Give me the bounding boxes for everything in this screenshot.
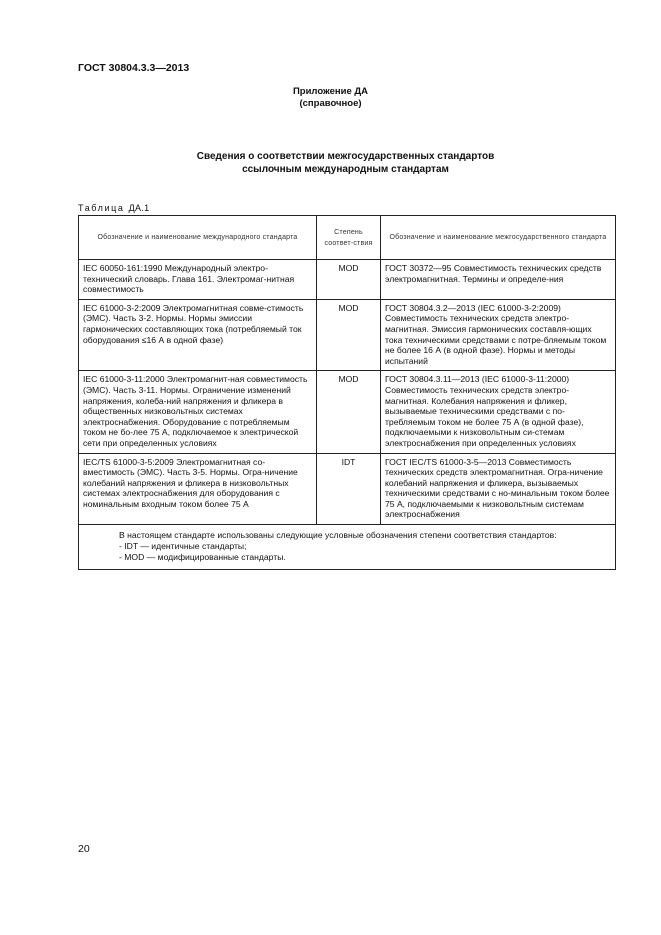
header-interstate-standard: Обозначение и наименование межгосударственного стандарта — [381, 216, 616, 260]
document-code: ГОСТ 30804.3.3—2013 — [78, 62, 190, 74]
table-caption-prefix: Таблица — [78, 203, 125, 213]
cell-degree: MOD — [317, 371, 381, 453]
annex-name: Приложение ДА — [292, 86, 369, 97]
table-caption-number: ДА.1 — [128, 203, 150, 213]
cell-interstate: ГОСТ IEC/TS 61000-3-5—2013 Совместимость технических средств электромагнитная. Огра-ничение колебаний напряжения и фликера, вызываемых техническими средствами с но-минальным током более 75 А, подключаемыми к низковольтным системам электроснабжения — [381, 453, 616, 525]
table-note — [79, 525, 616, 570]
table-row — [79, 260, 616, 300]
cell-intl: IEC 61000-3-11:2000 Электромагнит-ная совместимость (ЭМС). Часть 3-11. Нормы. Ограничение изменений напряжения, колеба-ний напряжения и фликера в общественных низковольтных системах электроснабжения. Оборудование с потребляемым током не бо-лее 75 А, подключаемое к электрической сети при определенных условиях — [79, 371, 317, 453]
annex-heading — [0, 86, 661, 110]
table-note-row — [79, 525, 616, 570]
header-intl-standard: Обозначение и наименование международного стандарта — [79, 216, 317, 260]
annex-title — [0, 150, 661, 176]
table-header-row — [79, 216, 616, 260]
cell-intl: IEC 61000-3-2:2009 Электромагнитная совме-стимость (ЭМС). Часть 3-2. Нормы. Нормы эмиссии гармонических составляющих тока (потребляемый ток оборудования ≤16 А в одной фазе) — [79, 299, 317, 371]
cell-interstate: ГОСТ 30804.3.2—2013 (IEC 61000-3-2:2009) Совместимость технических средств электро-магнитная. Эмиссия гармонических составля-ющих тока техническими средствами с потре-бляемым током не более 16 А (в одной фазе). Нормы и методы испытаний — [381, 299, 616, 371]
cell-interstate: ГОСТ 30804.3.11—2013 (IEC 61000-3-11:2000) Совместимость технических средств электро-магнитная. Колебания напряжения и фликер, вызываемые техническими средствами с по-требляемым током не более 75 А (в одной фазе), подключаемыми к низковольтным си-стемам электроснабжения при определенных условиях — [381, 371, 616, 453]
page-number: 20 — [78, 843, 90, 855]
note-item-idt: - IDT — идентичные стандарты; — [119, 541, 247, 552]
header-degree: Степень соответ-ствия — [317, 216, 381, 260]
table-caption — [78, 203, 149, 213]
correspondence-table — [78, 215, 616, 570]
cell-interstate: ГОСТ 30372—95 Совместимость технических средств электромагнитная. Термины и определе-ния — [381, 260, 616, 300]
table-row — [79, 453, 616, 525]
cell-degree: MOD — [317, 299, 381, 371]
cell-degree: MOD — [317, 260, 381, 300]
note-item-mod: - MOD — модифицированные стандарты. — [119, 552, 286, 563]
cell-intl: IEC 60050-161:1990 Международный электро-технический словарь. Глава 161. Электромаг-нитная совместимость — [79, 260, 317, 300]
table-row — [79, 371, 616, 453]
annex-type: (справочное) — [299, 98, 362, 109]
cell-intl: IEC/TS 61000-3-5:2009 Электромагнитная со-вместимость (ЭМС). Часть 3-5. Нормы. Огра-ничение колебаний напряжения и фликера в низковольтных системах электроснабжения для оборудования с номинальным входным током более 75 А — [79, 453, 317, 525]
annex-title-line1: Сведения о соответствии межгосударственных стандартов — [196, 151, 495, 162]
annex-title-line2: ссылочным международным стандартам — [242, 164, 449, 175]
note-intro: В настоящем стандарте использованы следующие условные обозначения степени соответствия стандартов: — [119, 530, 557, 541]
cell-degree: IDT — [317, 453, 381, 525]
table-row — [79, 299, 616, 371]
